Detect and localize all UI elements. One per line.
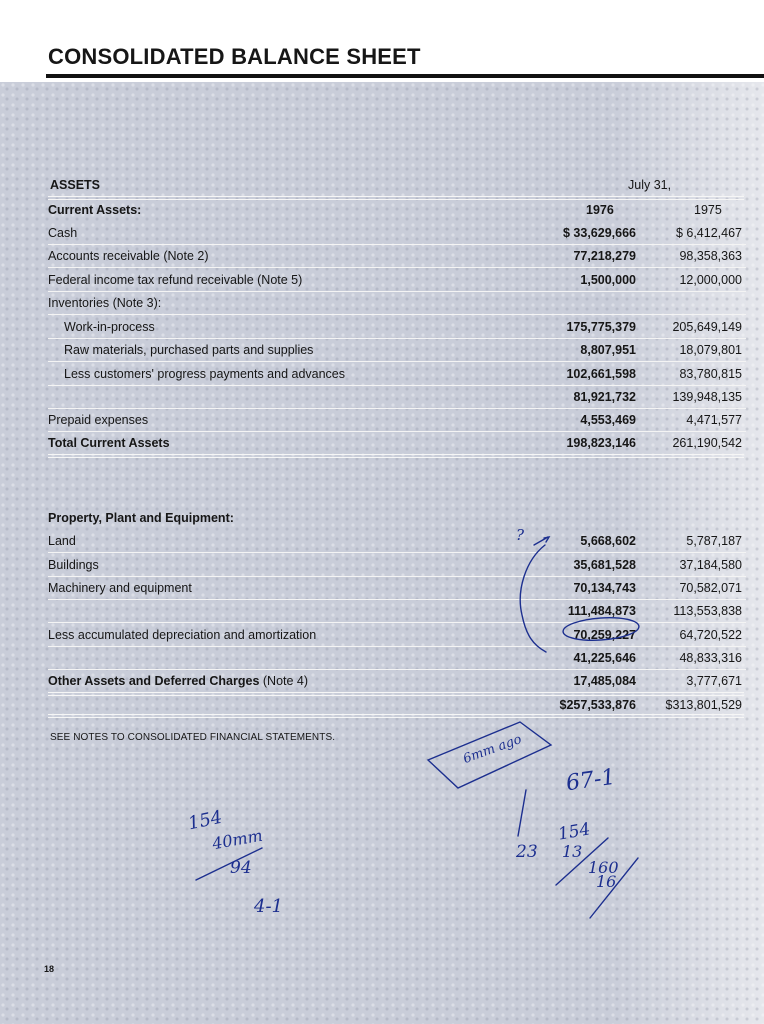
page-title: CONSOLIDATED BALANCE SHEET <box>48 44 421 69</box>
value-1975: 70,582,071 <box>679 581 742 595</box>
total-1975: $313,801,529 <box>665 698 742 712</box>
row-label: Raw materials, purchased parts and supplies <box>64 343 314 357</box>
other-assets-row <box>48 671 742 691</box>
total-assets-row <box>48 695 742 715</box>
handwritten-number: 16 <box>596 872 617 891</box>
value-1976: 77,218,279 <box>573 249 636 263</box>
total-current-assets-row <box>48 433 742 453</box>
handwritten-number: 94 <box>230 858 252 878</box>
row-label: Land <box>48 534 76 548</box>
value-1975: 261,190,542 <box>672 436 742 450</box>
handwritten-number: 154 <box>186 806 225 835</box>
table-row <box>48 223 742 243</box>
value-1976: 5,668,602 <box>580 534 636 548</box>
value-1976: 198,823,146 <box>566 436 636 450</box>
value-1975: 98,358,363 <box>679 249 742 263</box>
value-1975: 5,787,187 <box>686 534 742 548</box>
value-1976: 4,553,469 <box>580 413 636 427</box>
page-number: 18 <box>44 964 55 974</box>
value-1975: 64,720,522 <box>679 628 742 642</box>
value-1975: 12,000,000 <box>679 273 742 287</box>
table-row <box>48 364 742 384</box>
value-1975: 3,777,671 <box>686 674 742 688</box>
total-rule <box>48 454 744 458</box>
value-1976: 111,484,873 <box>567 604 636 618</box>
value-1976: 81,921,732 <box>573 390 636 404</box>
table-row <box>48 578 742 598</box>
assets-heading: ASSETS <box>50 178 101 192</box>
handwritten-number: 4-1 <box>254 896 283 917</box>
ppe-heading-row <box>48 508 742 528</box>
row-label: Buildings <box>48 558 99 572</box>
grand-total-rule <box>48 714 744 718</box>
value-1976: 17,485,084 <box>573 674 636 688</box>
value-1975: 37,184,580 <box>679 558 742 572</box>
value-1976: 102,661,598 <box>566 367 636 381</box>
value-1975: 83,780,815 <box>679 367 742 381</box>
handwritten-box-note: 6mm ago <box>461 732 524 767</box>
handwritten-question-mark: ? <box>516 526 525 544</box>
table-row <box>48 270 742 290</box>
value-1975: 48,833,316 <box>679 651 742 665</box>
footer-note: SEE NOTES TO CONSOLIDATED FINANCIAL STATEMENTS. <box>50 732 336 743</box>
handwritten-number: 13 <box>562 842 583 861</box>
table-row <box>48 387 742 407</box>
value-1976: 70,134,743 <box>573 581 636 595</box>
value-1976: 35,681,528 <box>573 558 636 572</box>
table-row <box>48 601 742 621</box>
table-row <box>48 625 742 645</box>
value-1976: 175,775,379 <box>566 320 636 334</box>
value-1976: 1,500,000 <box>580 273 636 287</box>
table-row <box>48 293 742 313</box>
row-label: Federal income tax refund receivable (Note 5) <box>48 273 303 287</box>
date-heading: July 31, <box>628 178 672 192</box>
row-label: Work-in-process <box>64 320 155 334</box>
ppe-heading: Property, Plant and Equipment: <box>48 511 234 525</box>
value-1976: 70,259,227 <box>573 628 636 642</box>
row-label: Inventories (Note 3): <box>48 296 162 310</box>
table-row <box>48 317 742 337</box>
total-1976: $257,533,876 <box>559 698 636 712</box>
table-row <box>48 555 742 575</box>
table-row <box>48 340 742 360</box>
row-label: Total Current Assets <box>48 436 170 450</box>
handwritten-number: 40mm <box>210 825 264 854</box>
handwritten-number: 23 <box>516 842 538 862</box>
value-1976: 41,225,646 <box>573 651 636 665</box>
row-label: Less accumulated depreciation and amortization <box>48 628 317 642</box>
title-rule <box>46 74 764 78</box>
value-1975: 18,079,801 <box>679 343 742 357</box>
value-1975: 205,649,149 <box>672 320 742 334</box>
year-1976-heading: 1976 <box>586 203 614 217</box>
table-row <box>48 531 742 551</box>
row-label: Machinery and equipment <box>48 581 192 595</box>
row-label: Less customers' progress payments and advances <box>64 367 345 381</box>
value-1975: 139,948,135 <box>672 390 742 404</box>
table-row <box>48 410 742 430</box>
current-assets-heading: Current Assets: <box>48 203 142 217</box>
value-1976: $ 33,629,666 <box>563 226 636 240</box>
other-assets-note: (Note 4) <box>259 674 309 688</box>
handwritten-number: 67-1 <box>564 764 617 797</box>
row-label: Prepaid expenses <box>48 413 149 427</box>
table-row <box>48 246 742 266</box>
year-1975-heading: 1975 <box>694 203 722 217</box>
handwritten-number: 160 <box>588 858 619 877</box>
handwritten-number: 154 <box>556 819 592 845</box>
value-1975: 4,471,577 <box>686 413 742 427</box>
row-label: Cash <box>48 226 78 240</box>
table-row <box>48 648 742 668</box>
value-1975: 113,553,838 <box>673 604 742 618</box>
row-label <box>48 674 308 688</box>
value-1975: $ 6,412,467 <box>675 226 742 240</box>
current-assets-heading-row <box>48 200 742 220</box>
other-assets-label: Other Assets and Deferred Charges <box>48 674 260 688</box>
row-label: Accounts receivable (Note 2) <box>48 249 209 263</box>
value-1976: 8,807,951 <box>580 343 636 357</box>
